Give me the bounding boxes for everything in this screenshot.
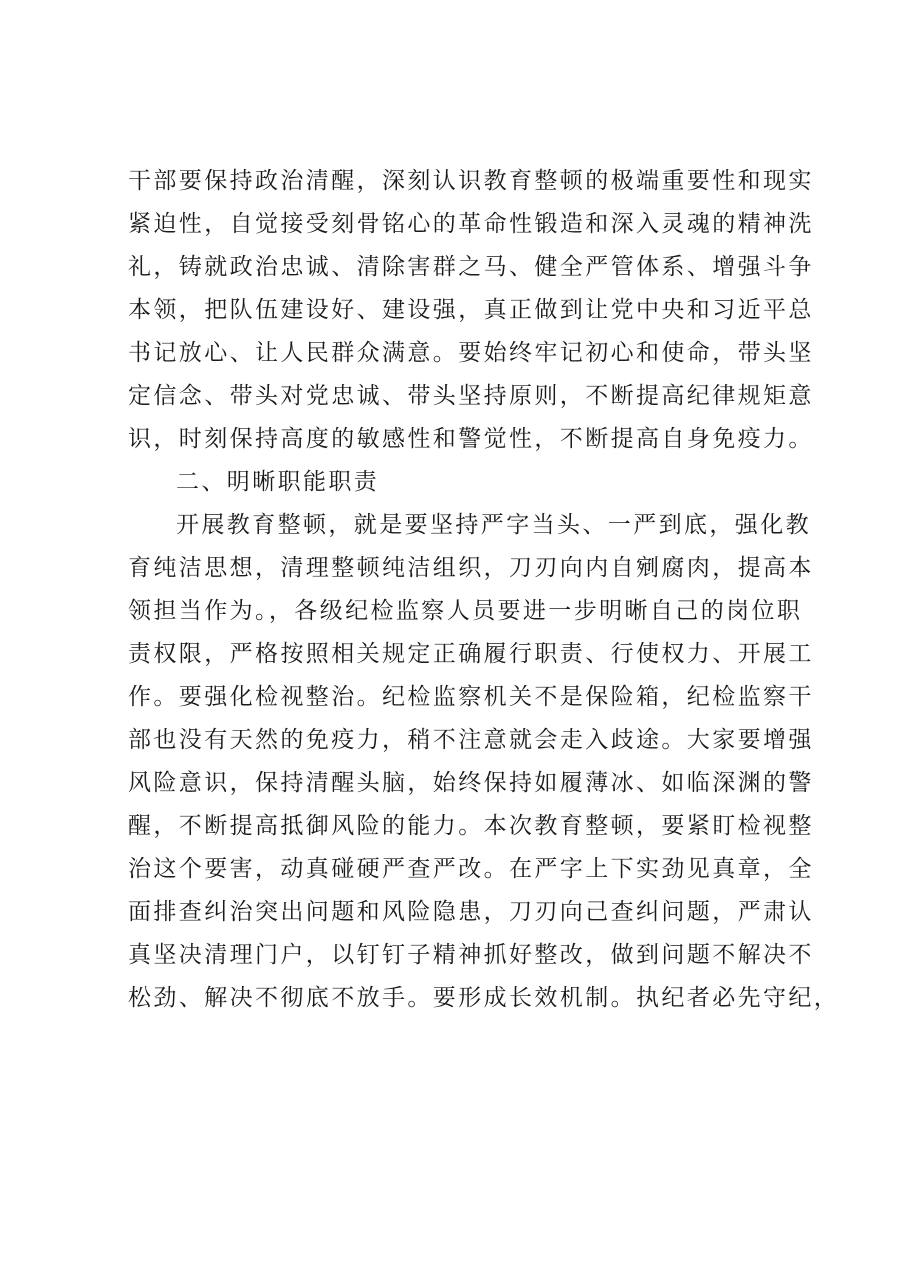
text-line: 书记放心、让人民群众满意。要始终牢记初心和使命，带头坚 <box>128 340 814 366</box>
text-line: 醒，不断提高抵御风险的能力。本次教育整顿，要紧盯检视整 <box>128 813 814 839</box>
paragraph-clarify-duties <box>128 504 840 1020</box>
text-line: 干部要保持政治清醒，深刻认识教育整顿的极端重要性和现实 <box>128 168 814 194</box>
text-line: 面排查纠治突出问题和风险隐患，刀刃向己查纠问题，严肃认 <box>128 899 814 925</box>
text-line: 部也没有天然的免疫力，稍不注意就会走入歧途。大家要增强 <box>128 727 814 753</box>
text-line: 紧迫性，自觉接受刻骨铭心的革命性锻造和深入灵魂的精神洗 <box>128 211 814 237</box>
text-line: 定信念、带头对党忠诚、带头坚持原则，不断提高纪律规矩意 <box>128 383 814 409</box>
text-line: 真坚决清理门户，以钉钉子精神抓好整改，做到问题不解决不 <box>128 942 814 968</box>
text-line: 育纯洁思想，清理整顿纯洁组织，刀刃向内自剜腐肉，提高本 <box>128 555 814 581</box>
text-line: 开展教育整顿，就是要坚持严字当头、一严到底，强化教 <box>176 512 811 538</box>
text-line: 识，时刻保持高度的敏感性和警觉性，不断提高自身免疫力。 <box>128 426 814 452</box>
text-line: 本领，把队伍建设好、建设强，真正做到让党中央和习近平总 <box>128 297 814 323</box>
text-line: 松劲、解决不彻底不放手。要形成长效机制。执纪者必先守纪， <box>128 985 840 1011</box>
section-heading: 二、明晰职能职责 <box>176 469 380 495</box>
document-body <box>128 160 840 1020</box>
text-line: 责权限，严格按照相关规定正确履行职责、行使权力、开展工 <box>128 641 814 667</box>
text-line: 礼，铸就政治忠诚、清除害群之马、健全严管体系、增强斗争 <box>128 254 814 280</box>
paragraph-political-awareness <box>128 160 814 461</box>
text-line: 领担当作为。，各级纪检监察人员要进一步明晰自己的岗位职 <box>128 598 803 624</box>
text-line: 风险意识，保持清醒头脑，始终保持如履薄冰、如临深渊的警 <box>128 770 814 796</box>
text-line: 治这个要害，动真碰硬严查严改。在严字上下实劲见真章，全 <box>128 856 814 882</box>
text-line: 作。要强化检视整治。纪检监察机关不是保险箱，纪检监察干 <box>128 684 814 710</box>
